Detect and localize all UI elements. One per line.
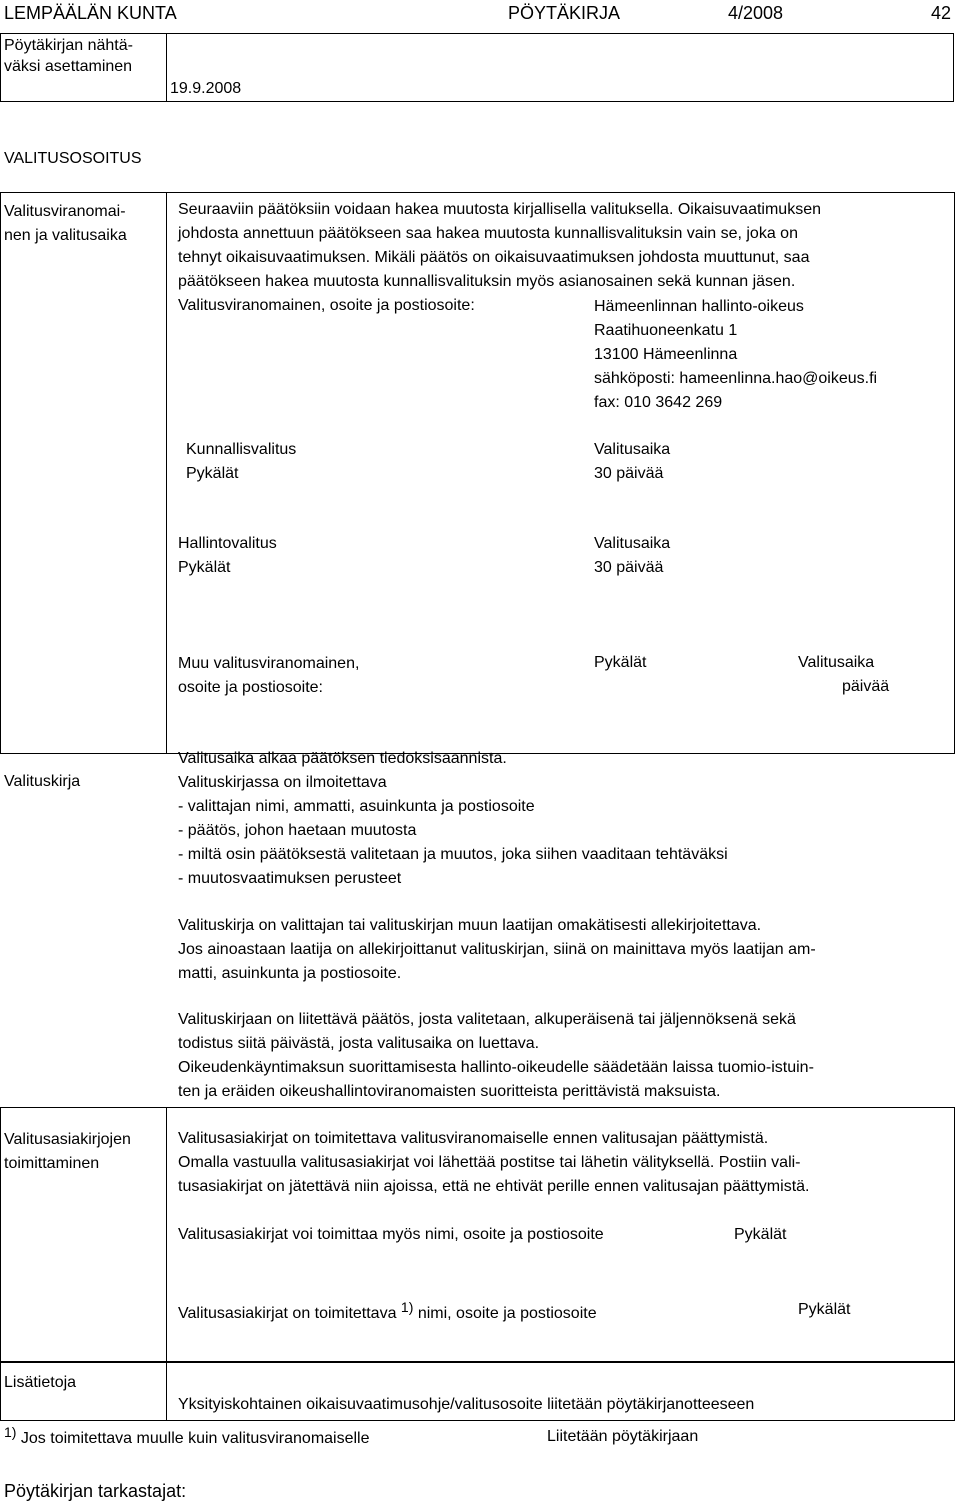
delivery-instructions: Valitusasiakirjat on toimitettava valitusviranomaiselle ennen valitusajan päättymistä. Omalla vastuulla valitusasiakirjat voi lähettää postitse tai lähetin välityksellä. Postiin vali- tusasiakirjat on jätettävä niin ajoissa, että ne ehtivät perille ennen valitusajan päättymistä.	[178, 1130, 810, 1195]
document-type: PÖYTÄKIRJA	[508, 3, 621, 23]
appeal-start-note: Valitusaika alkaa päätöksen tiedoksisaannista.	[178, 750, 507, 767]
delivery-label: Valitusasiakirjojen toimittaminen	[4, 1131, 131, 1172]
municipality-name: LEMPÄÄLÄN KUNTA	[4, 3, 177, 23]
appeal-letter-attachments: Valituskirjaan on liitettävä päätös, josta valitetaan, alkuperäisenä tai jäljennöksenä sekä todistus siitä päivästä, josta valitusaika on luettava. Oikeudenkäyntimaksun suorittamisesta hallinto-oikeudelle säädetään laissa tuomio-istuin- ten ja eräiden oikeushallintoviranomaisten suoritteista perittävistä maksuista.	[178, 1011, 814, 1100]
required-address-sections: Pykälät	[798, 1301, 851, 1318]
other-authority: Muu valitusviranomainen, osoite ja postiosoite:	[178, 655, 360, 696]
required-address-text: Valitusasiakirjat on toimitettava $^{1)}$ nimi, osoite ja postiosoite	[178, 1299, 597, 1322]
footnote-marker: 1)	[4, 1424, 17, 1440]
other-authority-period-label: Valitusaika	[798, 654, 875, 671]
administrative-appeal: Hallintovalitus Pykälät	[178, 535, 277, 576]
appeal-letter-requirements: Valituskirjassa on ilmoitettava - valittajan nimi, ammatti, asuinkunta ja postiosoite - päätös, johon haetaan muutosta - miltä osin päätöksestä valitetaan ja muutos, joka siihen vaaditaan tehtäväksi - muutosvaatimuksen perusteet	[178, 774, 728, 887]
posting-box	[0, 33, 954, 102]
footnote-reference: 1)	[400, 1299, 414, 1315]
alt-address-sections: Pykälät	[734, 1226, 787, 1243]
posting-label: Pöytäkirjan nähtä- väksi asettaminen	[4, 37, 133, 75]
section-title: VALITUSOSOITUS	[4, 150, 142, 167]
page-number: 42	[931, 3, 952, 23]
appeal-authority-divider	[166, 192, 167, 754]
appeal-authority-label: Valitusviranomai- nen ja valitusaika	[4, 203, 127, 244]
appeal-letter-label: Valituskirja	[4, 773, 81, 790]
municipal-appeal: Kunnallisvalitus Pykälät	[186, 441, 297, 482]
footnote: $^{1)}$ Jos toimitettava muulle kuin valitusviranomaiselle	[4, 1424, 370, 1447]
other-authority-sections: Pykälät	[594, 654, 647, 671]
authority-address: Hämeenlinnan hallinto-oikeus Raatihuoneenkatu 1 13100 Hämeenlinna sähköposti: hameenlinna.hao@oikeus.fi fax: 010 3642 269	[594, 298, 878, 411]
municipal-appeal-period: Valitusaika 30 päivää	[594, 441, 671, 482]
attachment-note: Liitetään pöytäkirjaan	[547, 1428, 699, 1445]
appeal-letter-signing: Valituskirja on valittajan tai valituskirjan muun laatijan omakätisesti allekirjoitettava. Jos ainoastaan laatija on allekirjoittanut valituskirjan, siinä on mainittava myös laatijan am- matti, asuinkunta ja postiosoite.	[178, 917, 816, 982]
additional-info-label: Lisätietoja	[4, 1374, 77, 1391]
document-number: 4/2008	[728, 3, 784, 23]
additional-info-text: Yksityiskohtainen oikaisuvaatimusohje/valitusosoite liitetään pöytäkirjanotteeseen	[178, 1396, 755, 1413]
appeal-intro: Seuraaviin päätöksiin voidaan hakea muutosta kirjallisella valituksella. Oikaisuvaatimuksen johdosta annettuun päätökseen saa hakea muutosta kunnallisvalituksin vain se, joka on tehnyt oikaisuvaatimuksen. Mikäli päätös on oikaisuvaatimuksen johdosta muuttunut, saa päätökseen hakea muutosta kunnallisvalituksin myös asianosainen sekä kunnan jäsen.	[178, 201, 821, 290]
posting-divider	[166, 33, 167, 101]
posting-date: 19.9.2008	[170, 80, 242, 97]
reviewers-label: Pöytäkirjan tarkastajat:	[4, 1481, 187, 1501]
authority-address-label: Valitusviranomainen, osoite ja postiosoite:	[178, 297, 475, 314]
other-authority-period-unit: päivää	[842, 678, 890, 695]
alt-address-text: Valitusasiakirjat voi toimittaa myös nimi, osoite ja postiosoite	[178, 1226, 604, 1243]
delivery-divider	[166, 1107, 167, 1362]
additional-info-divider	[166, 1362, 167, 1421]
administrative-appeal-period: Valitusaika 30 päivää	[594, 535, 671, 576]
